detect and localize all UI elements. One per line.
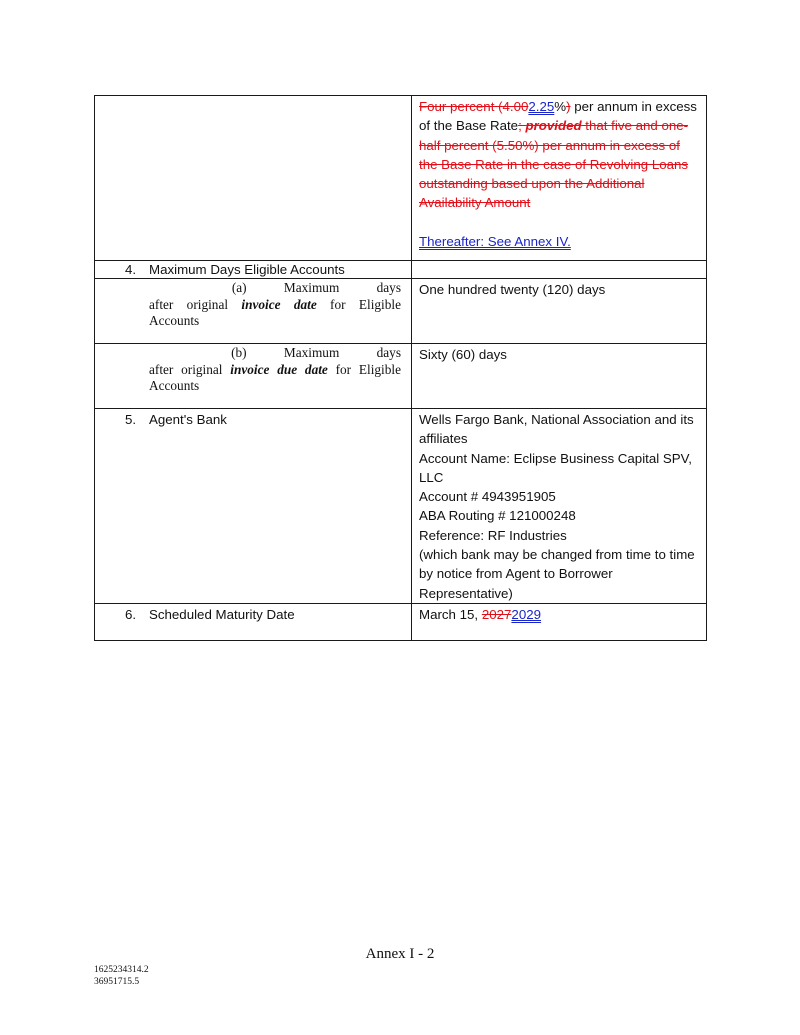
page-footer-label: Annex I - 2 [365,946,435,962]
table-row-5 [95,409,707,604]
document-ids: 1625234314.2 36951715.5 [94,965,149,987]
deleted-text: ) [566,99,571,114]
table-row-4b [95,344,707,409]
inserted-text: Thereafter: See Annex IV. [419,233,571,249]
table-row-4a [95,279,707,344]
deleted-text: Four percent (4.00 [419,99,529,114]
inserted-text: 2.25 [528,99,555,114]
table-row-margin [95,96,707,261]
row-label: (b) Maximum days after original invoice due date for Eligible Accounts [95,344,412,409]
empty-cell [95,96,412,261]
empty-cell [412,261,707,279]
agents-bank-details: Wells Fargo Bank, National Association and its affiliates Account Name: Eclipse Business Capital SPV, LLC Account # 4943951905 ABA Routing # 121000248 Reference: RF Industries (which bank may be changed from time to time by notice from Agent to Borrower Representative) [412,409,707,604]
row-label: 5. Agent's Bank [95,409,412,604]
inserted-text: 2029 [511,606,542,622]
maturity-date-value: March 15, 20272029 [412,603,707,640]
margin-rate-cell: Four percent (4.002.25%) per annum in excess of the Base Rate; provided that five and one-half percent (5.50%) per annum in excess of the Base Rate in the case of Revolving Loans outstanding based upon the Additional Availability Amount Thereafter: See Annex IV. [412,96,707,261]
row-label: 6. Scheduled Maturity Date [95,603,412,640]
row-label: 4. Maximum Days Eligible Accounts [95,261,412,279]
deleted-text: ; provided that five and one-half percent (5.50%) per annum in excess of the Base Rate in the case of Revolving Loans outstanding based upon the Additional Availability Amount [419,118,689,211]
table-row-4 [95,261,707,279]
row-label: (a) Maximum days after original invoice date for Eligible Accounts [95,279,412,344]
row-value: Sixty (60) days [412,344,707,409]
deleted-text: 2027 [481,606,512,622]
table-row-6 [95,603,707,640]
row-value: One hundred twenty (120) days [412,279,707,344]
annex-table [94,95,707,641]
